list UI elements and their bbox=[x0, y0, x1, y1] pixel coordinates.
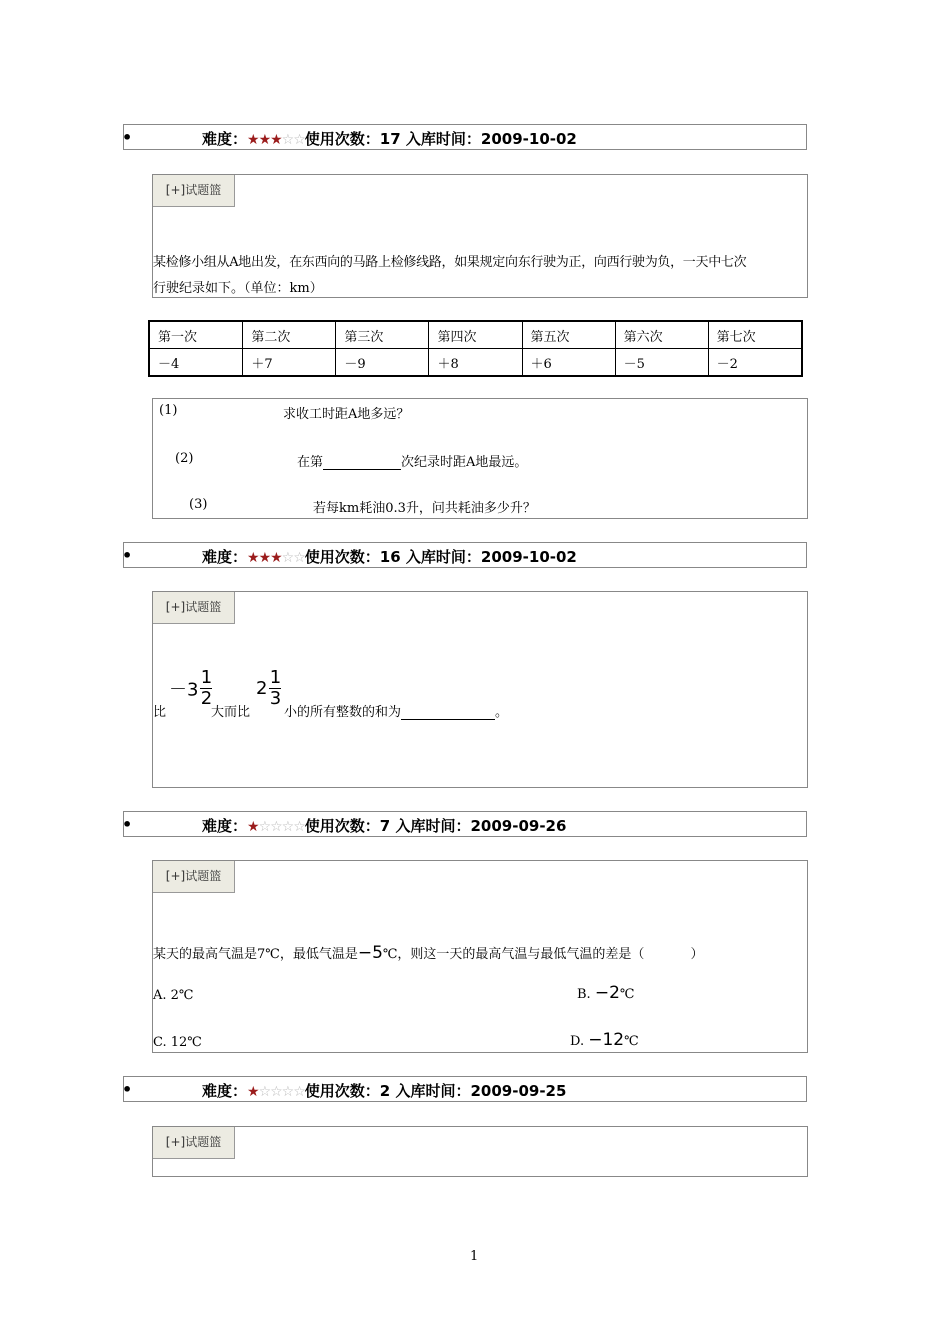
difficulty-label: 难度： bbox=[202, 130, 248, 148]
negative-value: −5 bbox=[357, 943, 383, 963]
difficulty-stars bbox=[247, 1084, 305, 1100]
date-value: 2009-09-25 bbox=[470, 1082, 567, 1100]
star-empty-icon: ☆☆☆☆ bbox=[258, 819, 305, 835]
question-box bbox=[152, 860, 808, 1053]
table-header-cell: 第七次 bbox=[708, 321, 802, 349]
difficulty-label: 难度： bbox=[202, 1082, 248, 1100]
difficulty-stars bbox=[247, 819, 305, 835]
fraction-whole: 2 bbox=[256, 678, 268, 699]
fraction-denominator: 2 bbox=[200, 688, 213, 709]
fraction-numerator: 1 bbox=[269, 667, 282, 688]
header-text bbox=[202, 815, 566, 836]
date-value: 2009-10-02 bbox=[480, 548, 577, 566]
table-cell: －9 bbox=[336, 349, 429, 377]
bullet: • bbox=[122, 1080, 133, 1099]
add-to-basket-button[interactable]: [+]试题篮 bbox=[153, 592, 235, 624]
table-cell: ＋6 bbox=[522, 349, 615, 377]
star-empty-icon: ☆☆☆☆ bbox=[258, 1084, 305, 1100]
subquestion-box bbox=[152, 398, 808, 519]
difficulty-label: 难度： bbox=[202, 817, 248, 835]
subquestion-text-before: 在第 bbox=[297, 455, 324, 470]
subquestion-number: (2) bbox=[175, 451, 194, 466]
table-header-cell: 第一次 bbox=[149, 321, 243, 349]
mixed-fraction bbox=[256, 668, 281, 709]
question-header bbox=[123, 124, 807, 150]
fraction-denominator: 3 bbox=[269, 688, 282, 709]
table-header-cell: 第三次 bbox=[336, 321, 429, 349]
question-header bbox=[123, 542, 807, 568]
option-c: C. 12℃ bbox=[153, 1035, 202, 1050]
question-box bbox=[152, 591, 808, 788]
star-filled-icon: ★ bbox=[247, 1084, 259, 1100]
option-unit: ℃ bbox=[619, 987, 635, 1002]
table-cell: ＋8 bbox=[429, 349, 522, 377]
usage-label: 使用次数： bbox=[304, 1082, 380, 1100]
question-box bbox=[152, 174, 808, 298]
page-number: 1 bbox=[470, 1249, 479, 1264]
option-a: A. 2℃ bbox=[153, 988, 194, 1003]
question-text: 比 bbox=[153, 705, 167, 720]
header-text bbox=[202, 1080, 566, 1101]
answer-blank bbox=[401, 704, 495, 720]
option-unit: ℃ bbox=[624, 1034, 639, 1049]
question-header bbox=[123, 1076, 807, 1102]
mixed-fraction bbox=[169, 668, 212, 709]
star-filled-icon: ★ bbox=[247, 819, 259, 835]
question-text-c: ） bbox=[690, 947, 704, 962]
table-cell: －4 bbox=[149, 349, 243, 377]
table-header-cell: 第二次 bbox=[243, 321, 336, 349]
option-label: D. bbox=[570, 1034, 585, 1049]
star-filled-icon: ★★★ bbox=[247, 132, 282, 148]
add-to-basket-button[interactable]: [+]试题篮 bbox=[153, 861, 235, 893]
usage-label: 使用次数： bbox=[304, 548, 380, 566]
date-label: 入库时间： bbox=[405, 130, 481, 148]
table-cell: ＋7 bbox=[243, 349, 336, 377]
star-filled-icon: ★★★ bbox=[247, 550, 282, 566]
table-header-cell: 第六次 bbox=[615, 321, 708, 349]
table-cell: －5 bbox=[615, 349, 708, 377]
question-text: 大而比 bbox=[211, 705, 251, 720]
fraction-whole: －3 bbox=[169, 679, 199, 701]
subquestion-number: (3) bbox=[189, 497, 208, 512]
usage-count: 17 bbox=[379, 130, 401, 148]
question-text: 某检修小组从A地出发，在东西向的马路上检修线路，如果规定向东行驶为正，向西行驶为负，一天中七次 bbox=[153, 255, 747, 270]
question-text bbox=[153, 943, 703, 963]
answer-blank bbox=[323, 454, 401, 470]
subquestion-number: (1) bbox=[159, 403, 178, 418]
bullet: • bbox=[122, 128, 133, 147]
usage-label: 使用次数： bbox=[304, 817, 380, 835]
option-b bbox=[577, 983, 634, 1003]
add-to-basket-button[interactable]: [+]试题篮 bbox=[153, 175, 235, 207]
usage-count: 7 bbox=[379, 817, 391, 835]
option-label: B. bbox=[577, 987, 591, 1002]
usage-count: 2 bbox=[379, 1082, 391, 1100]
question-text-after: 。 bbox=[495, 705, 509, 720]
difficulty-label: 难度： bbox=[202, 548, 248, 566]
subquestion-text: 求收工时距A地多远？ bbox=[283, 407, 410, 422]
date-label: 入库时间： bbox=[405, 548, 481, 566]
table-header-cell: 第五次 bbox=[522, 321, 615, 349]
table-row bbox=[149, 321, 802, 349]
record-table bbox=[148, 320, 803, 377]
table-row bbox=[149, 349, 802, 377]
option-value: −2 bbox=[594, 983, 620, 1003]
fraction-numerator: 1 bbox=[200, 667, 213, 688]
bullet: • bbox=[122, 815, 133, 834]
star-empty-icon: ☆☆ bbox=[281, 132, 305, 148]
header-text bbox=[202, 546, 577, 567]
question-box bbox=[152, 1126, 808, 1177]
difficulty-stars bbox=[247, 550, 305, 566]
header-text bbox=[202, 128, 577, 149]
usage-label: 使用次数： bbox=[304, 130, 380, 148]
fraction bbox=[269, 668, 281, 709]
question-text: 行驶纪录如下。（单位：km） bbox=[153, 281, 323, 296]
table-header-cell: 第四次 bbox=[429, 321, 522, 349]
star-empty-icon: ☆☆ bbox=[281, 550, 305, 566]
date-value: 2009-09-26 bbox=[470, 817, 567, 835]
bullet: • bbox=[122, 546, 133, 565]
subquestion-text-after: 次纪录时距A地最远。 bbox=[401, 455, 528, 470]
date-value: 2009-10-02 bbox=[480, 130, 577, 148]
difficulty-stars bbox=[247, 132, 305, 148]
question-text-before: 小的所有整数的和为 bbox=[284, 705, 402, 720]
option-d bbox=[570, 1030, 639, 1050]
question-text-b: ℃，则这一天的最高气温与最低气温的差是（ bbox=[382, 947, 645, 962]
question-header bbox=[123, 811, 807, 837]
question-text bbox=[284, 701, 508, 720]
date-label: 入库时间： bbox=[395, 1082, 471, 1100]
subquestion-text bbox=[297, 451, 527, 470]
table-cell: －2 bbox=[708, 349, 802, 377]
date-label: 入库时间： bbox=[395, 817, 471, 835]
subquestion-text: 若每km耗油0.3升，问共耗油多少升？ bbox=[313, 501, 536, 516]
usage-count: 16 bbox=[379, 548, 401, 566]
add-to-basket-button[interactable]: [+]试题篮 bbox=[153, 1127, 235, 1159]
question-text-a: 某天的最高气温是7℃，最低气温是 bbox=[153, 947, 358, 962]
option-value: −12 bbox=[588, 1030, 625, 1050]
